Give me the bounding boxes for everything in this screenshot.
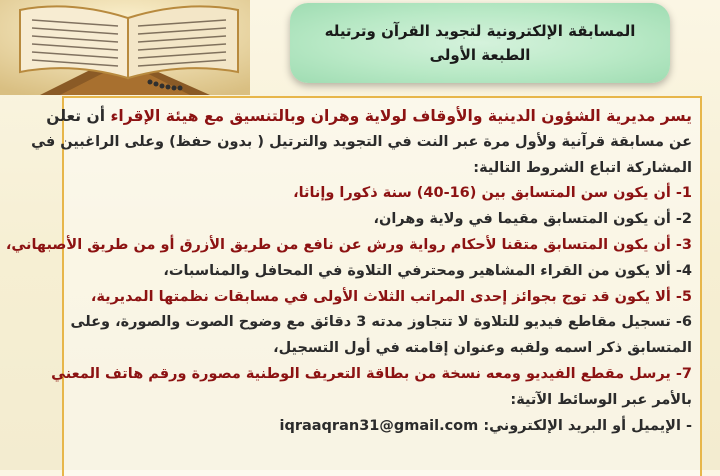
condition-2: 2- أن يكون المتسابق مقيما في ولاية وهران، [373,211,692,228]
condition-7: 7- يرسل مقطع الفيديو ومعه نسخة من بطاقة التعريف الوطنية مصورة ورقم هاتف المعني [51,365,692,382]
contact-email-line [68,414,692,440]
intro-organizer-text: يسر مديرية الشؤون الدينية والأوقاف لولاية وهران وبالتنسيق مع هيئة الإقراء [110,107,692,125]
title-banner [290,3,670,83]
quran-book-image [0,0,250,95]
intro-line-2: عن مسابقة قرآنية ولأول مرة عبر النت في التجويد والترتيل ( بدون حفظ) وعلى الراغبين في [31,133,692,150]
condition-3: 3- أن يكون المتسابق متقنا لأحكام رواية ورش عن نافع من طريق الأزرق أو من طريق الأصبهاني، [5,236,692,253]
condition-1: 1- أن يكون سن المتسابق بين (16-40) سنة ذكورا وإناثا، [293,185,692,202]
edition-subtitle: الطبعة الأولى [429,46,531,64]
intro-announce-text: أن تعلن [46,107,111,125]
condition-7-continued: بالأمر عبر الوسائط الآتية: [510,391,692,408]
condition-4: 4- ألا يكون من القراء المشاهير ومحترفي التلاوة في المحافل والمناسبات، [163,262,692,279]
competition-title: المسابقة الإلكترونية لتجويد القرآن وترتيله [324,22,636,40]
intro-line-3: المشاركة اتباع الشروط التالية: [473,159,692,176]
condition-6-continued: المتسابق ذكر اسمه ولقبه وعنوان إقامته في أول التسجيل، [273,340,692,357]
announcement-body [5,96,702,476]
condition-5: 5- ألا يكون قد توج بجوائز إحدى المراتب الثلاث الأولى في مسابقات نظمتها المديرية، [90,288,692,305]
email-label: - الإيميل أو البريد الإلكتروني: [483,417,692,434]
condition-6: 6- تسجيل مقاطع فيديو للتلاوة لا تتجاوز مدته 3 دقائق مع وضوح الصوت والصورة، وعلى [70,314,692,331]
email-address[interactable]: iqraaqran31@gmail.com [279,417,479,434]
intro-line-1 [46,104,692,130]
